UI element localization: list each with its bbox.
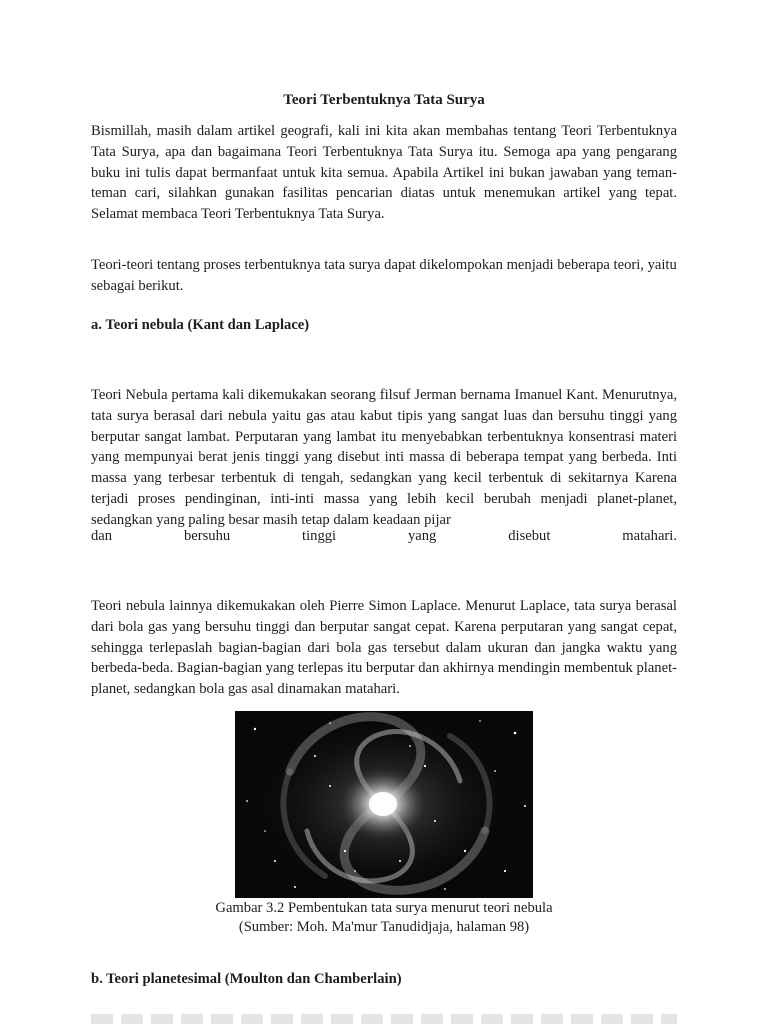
section-a-heading: a. Teori nebula (Kant dan Laplace)	[91, 317, 310, 333]
last-word-6: matahari.	[622, 528, 677, 544]
last-word-4: yang	[407, 528, 437, 544]
last-word-5: disebut	[508, 528, 551, 544]
groups-intro-paragraph: Teori-teori tentang proses terbentuknya tata surya dapat dikelompokan menjadi beberapa teori, yaitu sebagai berikut.	[91, 257, 677, 294]
section-b-heading: b. Teori planetesimal (Moulton dan Chamberlain)	[91, 971, 402, 987]
figure-caption: Gambar 3.2 Pembentukan tata surya menurut teori nebula	[215, 900, 553, 916]
intro-paragraph: Bismillah, masih dalam artikel geografi, kali ini kita akan membahas tentang Teori Terbentuknya Tata Surya, apa dan bagaimana Teori Terbentuknya Tata Surya itu. Semoga apa yang pengarang buku ini tulis dapat bermanfaat untuk kita semua. Apabila Artikel ini bukan jawaban yang teman-teman cari, silahkan gunakan fasilitas pencarian diatas untuk menemukan artikel yang tepat. Selamat membaca Teori Terbentuknya Tata Surya.	[91, 123, 677, 223]
last-word-1: dan	[91, 528, 113, 544]
spiral-galaxy-image	[235, 711, 533, 898]
page-title: Teori Terbentuknya Tata Surya	[283, 92, 485, 108]
nebula-laplace-paragraph: Teori nebula lainnya dikemukakan oleh Pierre Simon Laplace. Menurut Laplace, tata surya berasal dari bola gas yang bersuhu tinggi dan berputar sangat cepat. Karena perputaran yang sangat cepat, sehingga terlepaslah bagian-bagian dari bola gas tersebut dalam ukuran dan jangka waktu yang berbeda-beda. Bagian-bagian yang terlepas itu berputar dan akhirnya mendingin membentuk planet-planet, sedangkan bola gas asal dinamakan matahari.	[91, 598, 677, 698]
last-word-2: bersuhu	[183, 528, 231, 544]
figure-source: (Sumber: Moh. Ma'mur Tanudidjaja, halaman 98)	[238, 919, 530, 935]
last-word-3: tinggi	[302, 528, 337, 544]
cut-off-text-line	[91, 1014, 677, 1024]
nebula-kant-last-line	[91, 526, 677, 547]
nebula-kant-paragraph: Teori Nebula pertama kali dikemukakan seorang filsuf Jerman bernama Imanuel Kant. Menurutnya, tata surya berasal dari nebula yaitu gas atau kabut tipis yang sangat luas dan bersuhu tinggi yang berputar sangat lambat. Perputaran yang lambat itu menyebabkan terbentuknya konsentrasi materi yang mempunyai berat jenis tinggi yang disebut inti massa di beberapa tempat yang berbeda. Inti massa yang terbesar terbentuk di tengah, sedangkan yang kecil terbentuk di sekitarnya Karena terjadi proses pendinginan, inti-inti massa yang lebih kecil berubah menjadi planet-planet, sedangkan yang paling besar masih tetap dalam keadaan pijar	[91, 387, 677, 528]
